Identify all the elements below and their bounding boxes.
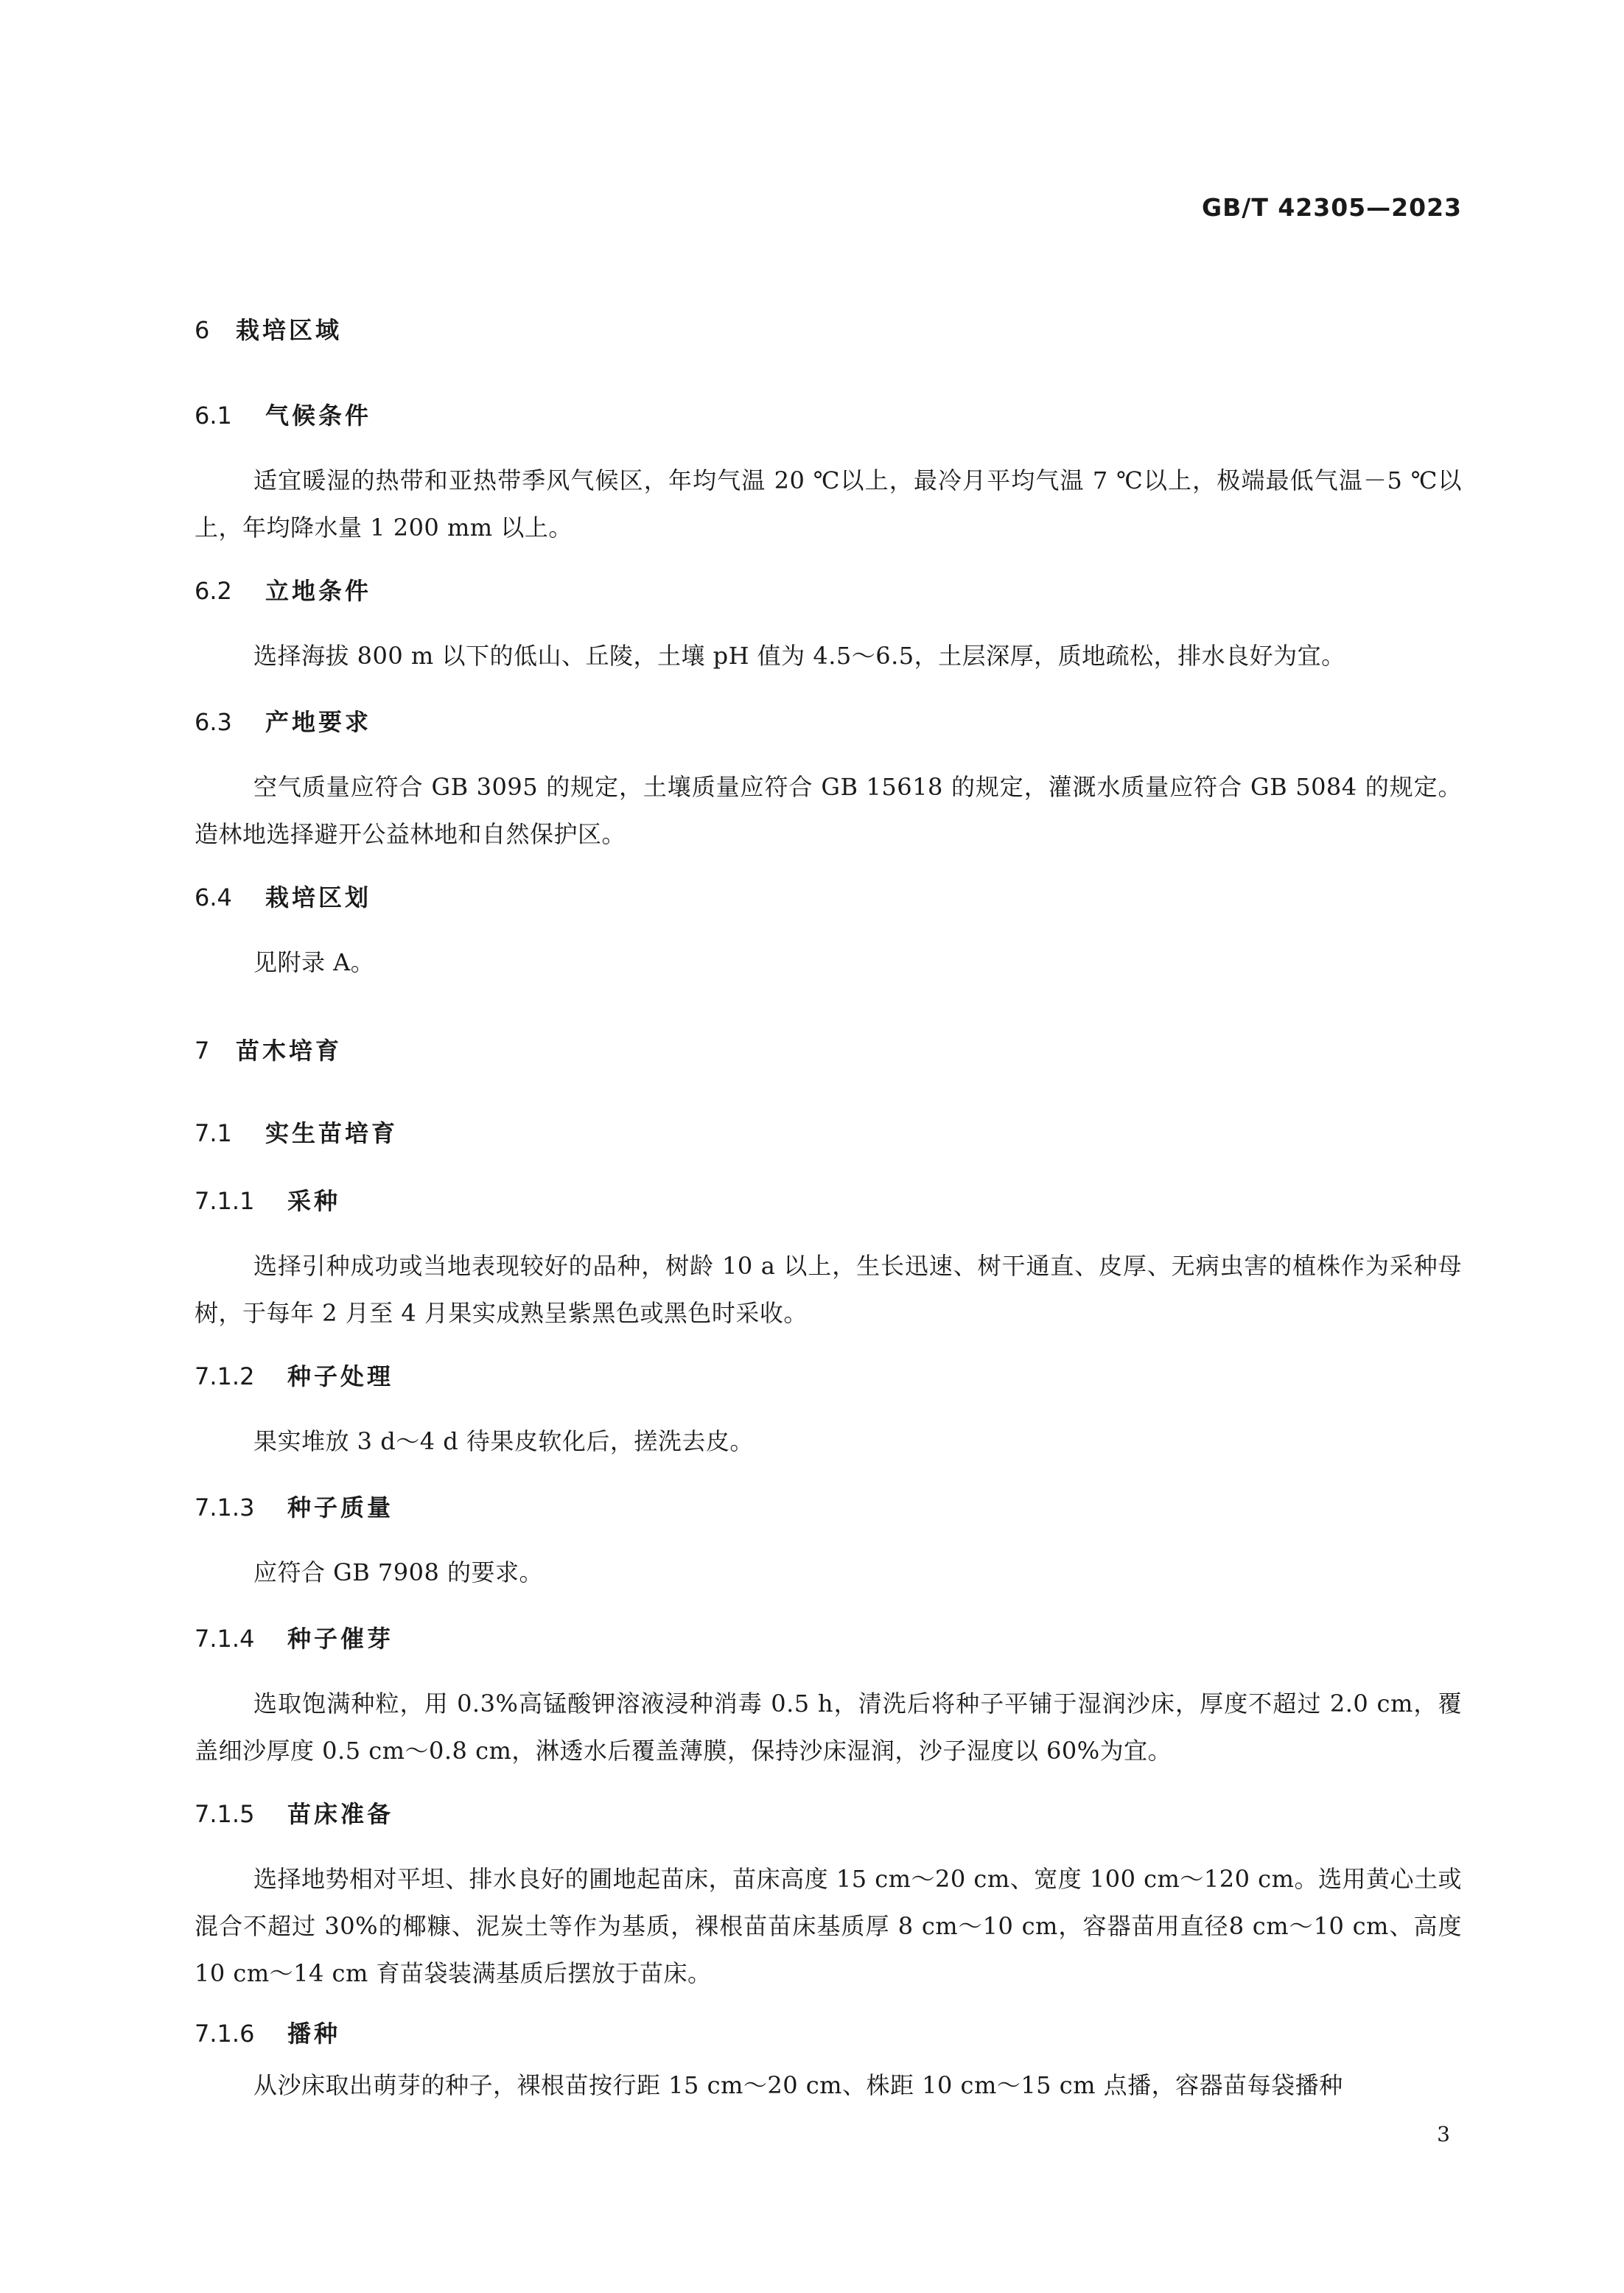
section-title: 种子处理 <box>287 1362 394 1390</box>
section-title: 气候条件 <box>265 402 372 430</box>
section-number: 7.1.4 <box>195 1625 255 1653</box>
section-heading-7-1-4 <box>195 1624 393 1653</box>
section-number: 6.1 <box>195 402 232 430</box>
section-heading-7-1-2 <box>195 1362 393 1391</box>
paragraph-6-3: 空气质量应符合 GB 3095 的规定，土壤质量应符合 GB 15618 的规定，灌溉水质量应符合 GB 5084 的规定。造林地选择避开公益林地和自然保护区。 <box>195 773 1462 848</box>
section-heading-7-1-5 <box>195 1799 393 1829</box>
section-title: 实生苗培育 <box>265 1119 399 1147</box>
section-title: 立地条件 <box>265 577 372 605</box>
section-heading-6-4 <box>195 883 371 912</box>
section-title: 种子质量 <box>287 1494 394 1522</box>
section-number: 6.3 <box>195 708 232 736</box>
section-number: 7.1 <box>195 1119 232 1147</box>
section-number: 7.1.1 <box>195 1187 255 1215</box>
section-number: 6.4 <box>195 883 232 911</box>
section-heading-6 <box>195 315 342 345</box>
paragraph-7-1-3: 应符合 GB 7908 的要求。 <box>253 1558 544 1586</box>
paragraph-7-1-4: 选取饱满种粒，用 0.3%高锰酸钾溶液浸种消毒 0.5 h，清洗后将种子平铺于湿润沙床，厚度不超过 2.0 cm，覆盖细沙厚度 0.5 cm～0.8 cm，淋透水后覆盖薄膜，保持沙床湿润，沙子湿度以 60%为宜。 <box>195 1690 1462 1765</box>
section-number: 6 <box>195 316 210 344</box>
section-number: 7 <box>195 1037 210 1065</box>
section-title: 苗床准备 <box>287 1800 394 1828</box>
paragraph-7-1-6: 从沙床取出萌芽的种子，裸根苗按行距 15 cm～20 cm、株距 10 cm～15 cm 点播，容器苗每袋播种 <box>253 2071 1343 2099</box>
section-heading-6-1 <box>195 401 371 430</box>
paragraph-6-4: 见附录 A。 <box>253 948 375 976</box>
section-number: 7.1.5 <box>195 1800 255 1828</box>
section-number: 7.1.2 <box>195 1362 255 1390</box>
section-heading-6-2 <box>195 576 371 606</box>
paragraph-6-2: 选择海拔 800 m 以下的低山、丘陵，土壤 pH 值为 4.5～6.5，土层深厚，质地疏松，排水良好为宜。 <box>253 642 1345 670</box>
section-title: 栽培区划 <box>265 883 372 911</box>
section-title: 苗木培育 <box>236 1037 343 1065</box>
section-number: 7.1.3 <box>195 1494 255 1522</box>
section-title: 种子催芽 <box>287 1625 394 1653</box>
standard-code: GB/T 42305—2023 <box>1202 193 1462 222</box>
section-heading-7-1-1 <box>195 1186 340 1216</box>
section-heading-7-1-6 <box>195 2019 340 2048</box>
paragraph-7-1-2: 果实堆放 3 d～4 d 待果皮软化后，搓洗去皮。 <box>253 1427 754 1455</box>
section-title: 采种 <box>287 1187 341 1215</box>
section-title: 栽培区域 <box>236 316 343 344</box>
section-number: 7.1.6 <box>195 2020 255 2048</box>
page-number: 3 <box>1437 2122 1450 2146</box>
section-number: 6.2 <box>195 577 232 605</box>
section-heading-7-1 <box>195 1119 398 1148</box>
section-heading-6-3 <box>195 707 371 737</box>
paragraph-6-1: 适宜暖湿的热带和亚热带季风气候区，年均气温 20 ℃以上，最冷月平均气温 7 ℃以上，极端最低气温－5 ℃以上，年均降水量 1 200 mm 以上。 <box>195 466 1462 542</box>
section-heading-7-1-3 <box>195 1493 393 1522</box>
paragraph-7-1-5: 选择地势相对平坦、排水良好的圃地起苗床，苗床高度 15 cm～20 cm、宽度 100 cm～120 cm。选用黄心土或混合不超过 30%的椰糠、泥炭土等作为基质，裸根苗苗床基质厚 8 cm～10 cm，容器苗用直径8 cm～10 cm、高度 10 cm～14 cm 育苗袋装满基质后摆放于苗床。 <box>195 1865 1462 1987</box>
paragraph-7-1-1: 选择引种成功或当地表现较好的品种，树龄 10 a 以上，生长迅速、树干通直、皮厚、无病虫害的植株作为采种母树，于每年 2 月至 4 月果实成熟呈紫黑色或黑色时采收。 <box>195 1252 1462 1327</box>
section-heading-7 <box>195 1036 342 1065</box>
section-title: 播种 <box>287 2020 341 2048</box>
section-title: 产地要求 <box>265 708 372 736</box>
